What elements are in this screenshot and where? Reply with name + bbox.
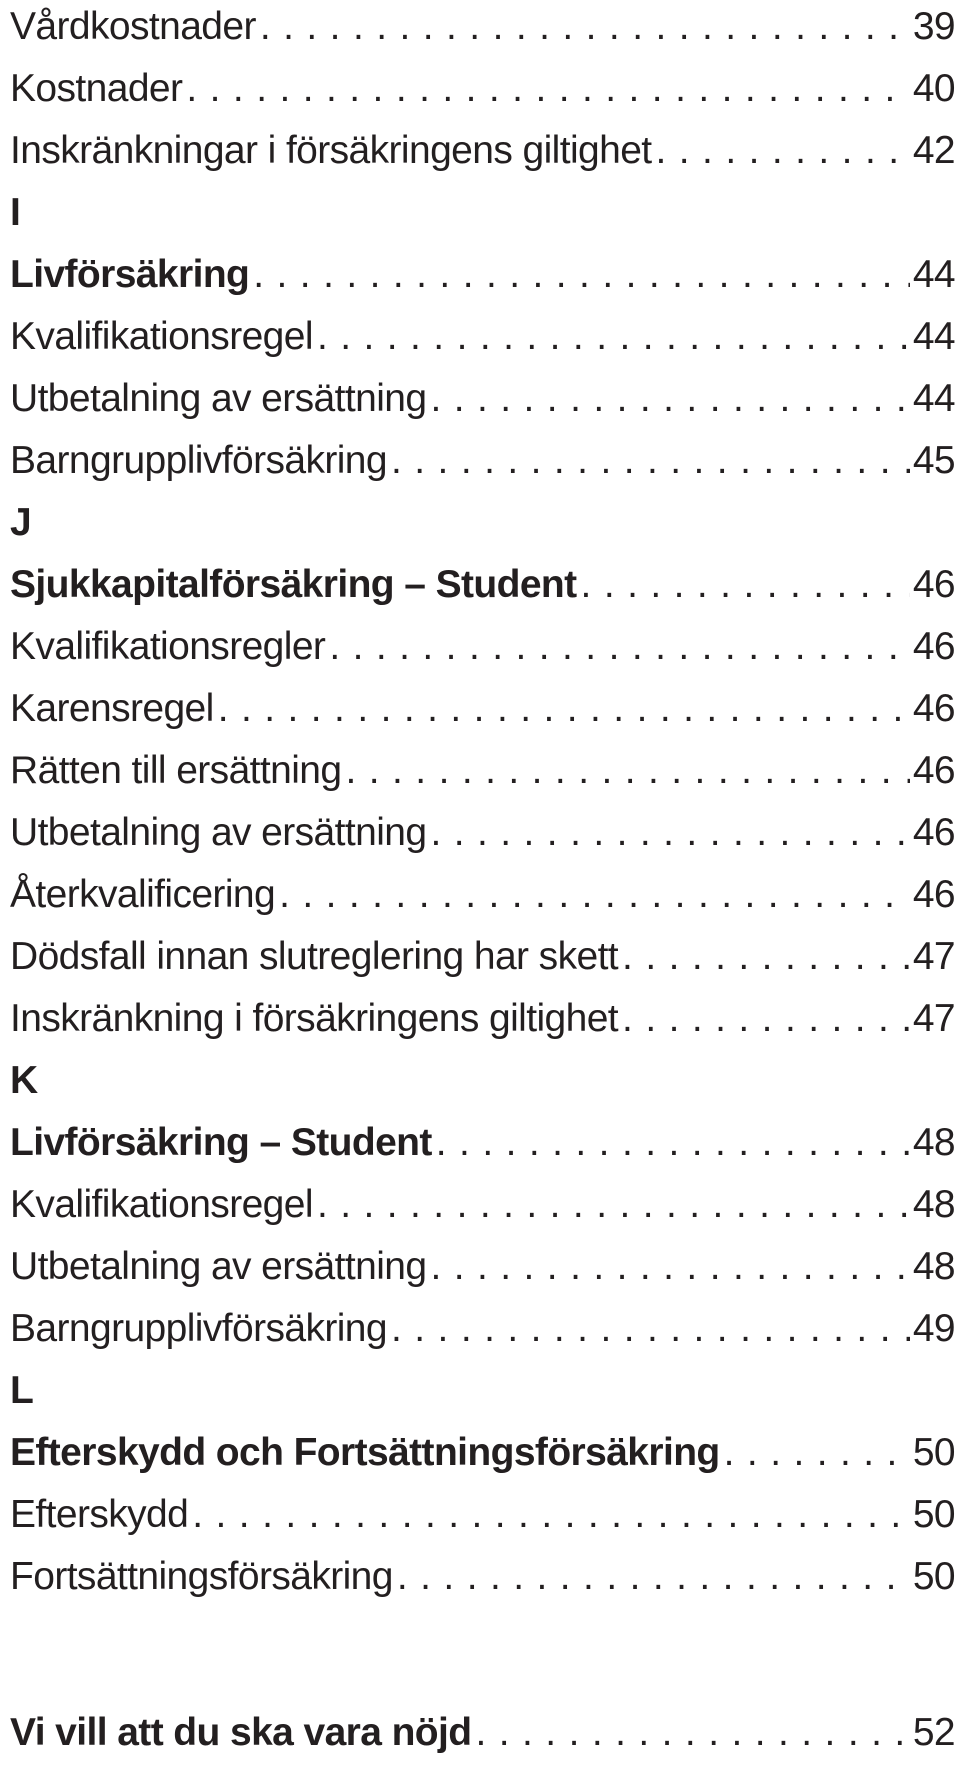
toc-entry-page: 46 [912, 873, 955, 916]
section-letter-label: L [10, 1369, 34, 1412]
toc-entry-label: Återkvalificering [10, 873, 276, 916]
toc-entry-label: Kvalifikationsregel [10, 315, 313, 358]
toc-entry-heading[interactable] [10, 1709, 955, 1757]
toc-entry[interactable] [10, 65, 955, 113]
toc-entry[interactable] [10, 1305, 955, 1353]
dot-leader [656, 127, 910, 175]
toc-entry-page: 40 [912, 67, 955, 110]
toc-entry-label: Utbetalning av ersättning [10, 377, 427, 420]
dot-leader [475, 1709, 909, 1757]
toc-entry[interactable] [10, 933, 955, 981]
section-letter-label: I [10, 191, 21, 234]
section-letter [10, 189, 955, 237]
toc-entry-page: 52 [912, 1711, 955, 1754]
toc-entry-page: 50 [912, 1431, 955, 1474]
dot-leader [391, 437, 910, 485]
toc-entry-page: 39 [912, 5, 955, 48]
dot-leader [317, 1181, 910, 1229]
toc-entry-page: 50 [912, 1555, 955, 1598]
toc-entry-page: 47 [912, 997, 955, 1040]
toc-entry[interactable] [10, 1181, 955, 1229]
toc-entry-label: Vi vill att du ska vara nöjd [10, 1711, 472, 1754]
section-letter [10, 499, 955, 547]
toc-entry-page: 44 [912, 377, 955, 420]
toc-entry-label: Efterskydd [10, 1493, 189, 1536]
toc-entry-heading[interactable] [10, 561, 955, 609]
toc-entry-label: Kostnader [10, 67, 183, 110]
toc-entry-page: 45 [912, 439, 955, 482]
toc-entry-page: 46 [912, 749, 955, 792]
dot-leader [279, 871, 910, 919]
toc-entry[interactable] [10, 1243, 955, 1291]
toc-entry-page: 50 [912, 1493, 955, 1536]
dot-leader [622, 995, 910, 1043]
dot-leader [391, 1305, 910, 1353]
toc-entry-label: Barngrupplivförsäkring [10, 1307, 387, 1350]
dot-leader [260, 3, 910, 51]
toc-entry-label: Efterskydd och Fortsättningsförsäkring [10, 1431, 720, 1474]
toc-entry[interactable] [10, 871, 955, 919]
toc-entry-label: Karensregel [10, 687, 214, 730]
toc-entry[interactable] [10, 809, 955, 857]
toc-entry-page: 42 [912, 129, 955, 172]
dot-leader [397, 1553, 910, 1601]
section-letter-label: K [10, 1059, 38, 1102]
toc-entry-page: 44 [912, 253, 955, 296]
toc-entry-label: Barngrupplivförsäkring [10, 439, 387, 482]
toc-entry[interactable] [10, 623, 955, 671]
toc-entry-label: Livförsäkring – Student [10, 1121, 432, 1164]
toc-entry-label: Fortsättningsförsäkring [10, 1555, 393, 1598]
toc-entry-label: Vårdkostnader [10, 5, 256, 48]
toc-entry-label: Kvalifikationsregel [10, 1183, 313, 1226]
dot-leader [430, 809, 909, 857]
toc-entry-page: 47 [912, 935, 955, 978]
toc-entry-label: Rätten till ersättning [10, 749, 342, 792]
dot-leader [430, 1243, 909, 1291]
toc-entry-page: 46 [912, 687, 955, 730]
toc-entry-page: 44 [912, 315, 955, 358]
toc-entry-label: Inskränkning i försäkringens giltighet [10, 997, 619, 1040]
dot-leader [317, 313, 910, 361]
toc-entry[interactable] [10, 685, 955, 733]
toc-entry-page: 46 [912, 811, 955, 854]
toc-entry[interactable] [10, 375, 955, 423]
toc-entry-label: Inskränkningar i försäkringens giltighet [10, 129, 652, 172]
toc-entry-label: Kvalifikationsregler [10, 625, 326, 668]
dot-leader [186, 65, 909, 113]
toc-entry[interactable] [10, 995, 955, 1043]
toc-entry-page: 48 [912, 1183, 955, 1226]
toc-entry[interactable] [10, 1491, 955, 1539]
toc-entry-page: 48 [912, 1245, 955, 1288]
dot-leader [253, 251, 910, 299]
dot-leader [345, 747, 909, 795]
toc-entry-heading[interactable] [10, 1119, 955, 1167]
toc-entry-page: 48 [912, 1121, 955, 1164]
dot-leader [724, 1429, 910, 1477]
dot-leader [430, 375, 909, 423]
toc-entry-page: 49 [912, 1307, 955, 1350]
section-letter [10, 1057, 955, 1105]
toc-entry-label: Livförsäkring [10, 253, 250, 296]
toc-entry[interactable] [10, 1553, 955, 1601]
toc-entry[interactable] [10, 313, 955, 361]
toc-entry[interactable] [10, 127, 955, 175]
dot-leader [218, 685, 910, 733]
dot-leader [581, 561, 910, 609]
dot-leader [622, 933, 910, 981]
toc-entry-heading[interactable] [10, 251, 955, 299]
section-letter-label: J [10, 501, 32, 544]
toc-entry-label: Utbetalning av ersättning [10, 811, 427, 854]
dot-leader [329, 623, 910, 671]
toc-entry-page: 46 [912, 563, 955, 606]
toc-entry-label: Utbetalning av ersättning [10, 1245, 427, 1288]
toc-entry-label: Dödsfall innan slutreglering har skett [10, 935, 619, 978]
toc-entry-page: 46 [912, 625, 955, 668]
toc-entry-heading[interactable] [10, 1429, 955, 1477]
toc-entry-label: Sjukkapitalförsäkring – Student [10, 563, 577, 606]
dot-leader [436, 1119, 910, 1167]
toc-entry[interactable] [10, 3, 955, 51]
toc-entry[interactable] [10, 747, 955, 795]
dot-leader [192, 1491, 910, 1539]
toc-entry[interactable] [10, 437, 955, 485]
section-letter [10, 1367, 955, 1415]
